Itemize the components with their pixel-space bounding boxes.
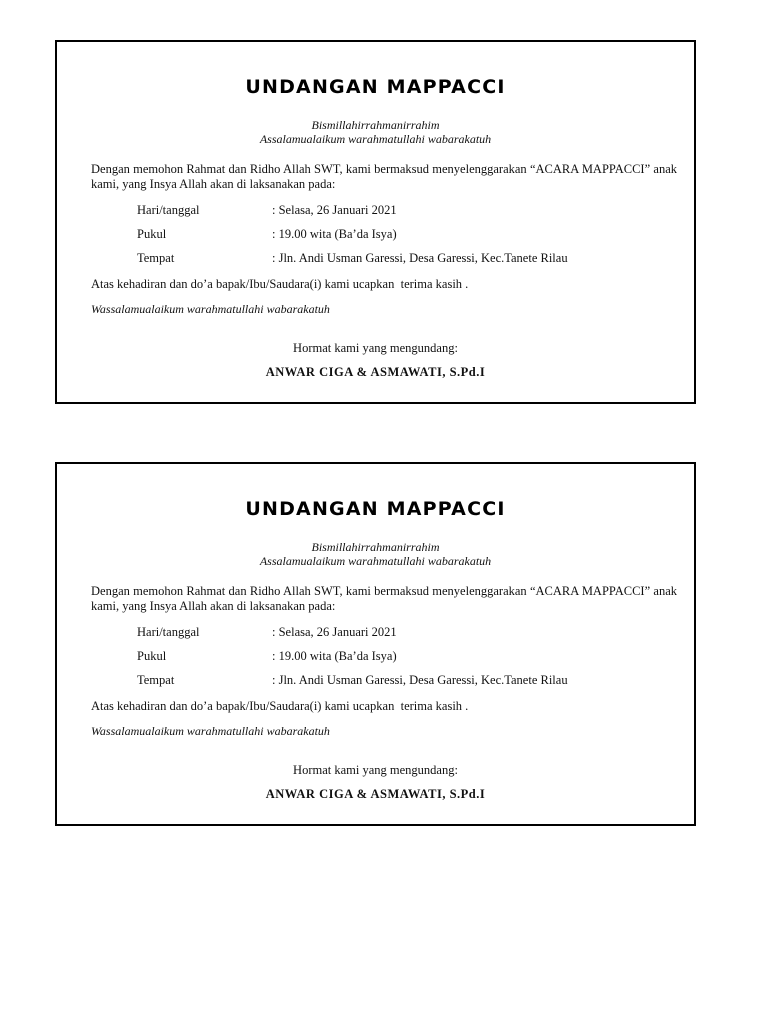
respect-line: Hormat kami yang mengundang:: [293, 341, 458, 355]
detail-label: Hari/tanggal: [137, 203, 200, 217]
intro-paragraph: Dengan memohon Rahmat dan Ridho Allah SWT, kami bermaksud menyelenggarakan “ACARA MAPPACCI” anak kami, yang Insya Allah akan di laksanakan pada:: [91, 584, 677, 613]
invitation-title: UNDANGAN MAPPACCI: [245, 76, 506, 98]
invitation-card-1: [55, 40, 696, 404]
detail-value: : 19.00 wita (Ba’da Isya): [272, 649, 397, 663]
opening-greeting: [57, 540, 694, 568]
detail-label: Pukul: [137, 649, 167, 663]
detail-value: : Selasa, 26 Januari 2021: [272, 203, 397, 217]
detail-label: Tempat: [137, 673, 175, 687]
detail-label: Tempat: [137, 251, 175, 265]
detail-row-place: [137, 673, 568, 688]
detail-row-date: [137, 203, 397, 218]
detail-label: Pukul: [137, 227, 167, 241]
detail-value: : Selasa, 26 Januari 2021: [272, 625, 397, 639]
detail-row-place: [137, 251, 568, 266]
intro-paragraph: Dengan memohon Rahmat dan Ridho Allah SWT, kami bermaksud menyelenggarakan “ACARA MAPPACCI” anak kami, yang Insya Allah akan di laksanakan pada:: [91, 162, 677, 191]
thanks-line: Atas kehadiran dan do’a bapak/Ibu/Saudara(i) kami ucapkan terima kasih .: [91, 699, 469, 713]
detail-row-time: [137, 227, 397, 242]
detail-value: : 19.00 wita (Ba’da Isya): [272, 227, 397, 241]
respect-line: Hormat kami yang mengundang:: [293, 763, 458, 777]
invitation-card-2: [55, 462, 696, 826]
basmalah-line: Bismillahirrahmanirrahim: [311, 540, 440, 554]
closing-salam: Wassalamualaikum warahmatullahi wabarakatuh: [91, 302, 330, 316]
signers-names: ANWAR CIGA & ASMAWATI, S.Pd.I: [265, 365, 486, 379]
detail-row-date: [137, 625, 397, 640]
detail-value: : Jln. Andi Usman Garessi, Desa Garessi, Kec.Tanete Rilau: [272, 673, 568, 687]
detail-label: Hari/tanggal: [137, 625, 200, 639]
salam-line: Assalamualaikum warahmatullahi wabarakatuh: [259, 132, 492, 146]
detail-row-time: [137, 649, 397, 664]
basmalah-line: Bismillahirrahmanirrahim: [311, 118, 440, 132]
signers-names: ANWAR CIGA & ASMAWATI, S.Pd.I: [265, 787, 486, 801]
invitation-title: UNDANGAN MAPPACCI: [245, 498, 506, 520]
thanks-line: Atas kehadiran dan do’a bapak/Ibu/Saudara(i) kami ucapkan terima kasih .: [91, 277, 469, 291]
closing-salam: Wassalamualaikum warahmatullahi wabarakatuh: [91, 724, 330, 738]
salam-line: Assalamualaikum warahmatullahi wabarakatuh: [259, 554, 492, 568]
detail-value: : Jln. Andi Usman Garessi, Desa Garessi, Kec.Tanete Rilau: [272, 251, 568, 265]
opening-greeting: [57, 118, 694, 146]
